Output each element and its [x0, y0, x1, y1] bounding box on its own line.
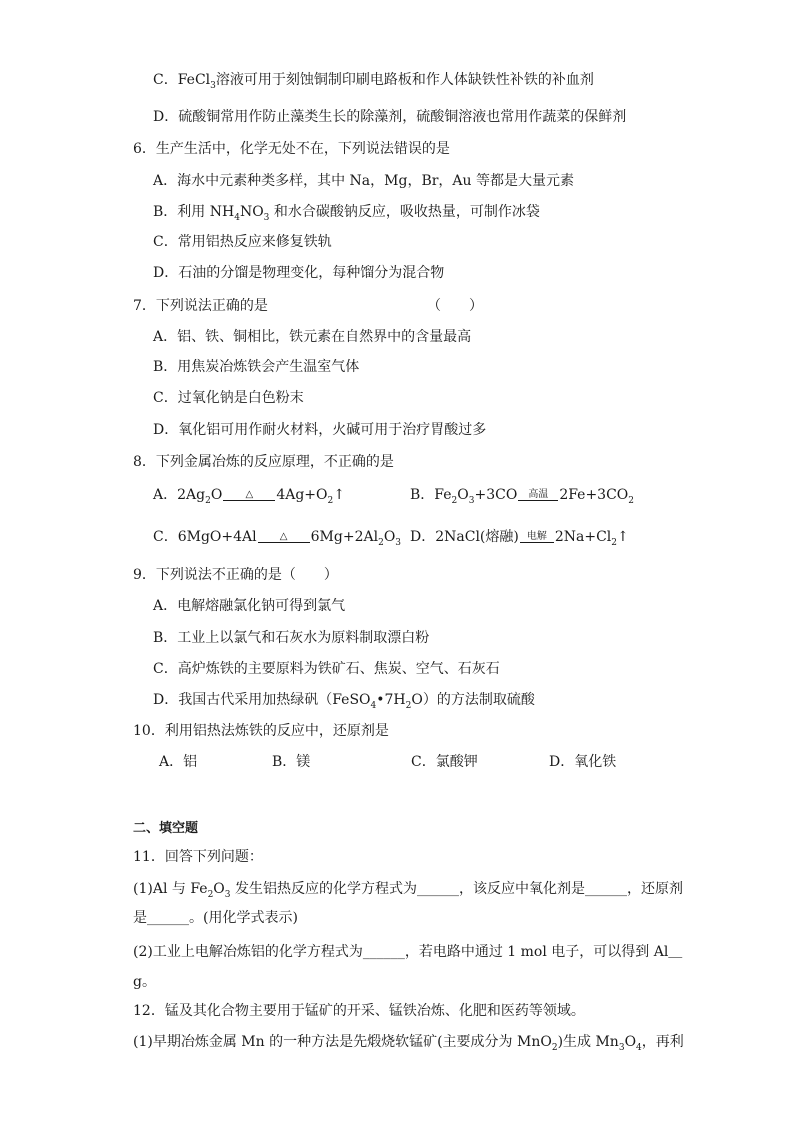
q11-part-1-cont: 是______。(用化学式表示) [133, 910, 298, 926]
q10-option-c[interactable]: C．氯酸钾 [411, 754, 478, 770]
q8-stem: 8．下列金属冶炼的反应原理，不正确的是 [133, 454, 394, 470]
q8-option-b[interactable]: B．$Fe_2O_3+3CO$ 高温 $2Fe+3CO_2$ [410, 487, 635, 506]
q6-option-a[interactable]: A．海水中元素种类多样，其中 Na，Mg，Br，Au 等都是大量元素 [153, 173, 575, 189]
q11-part-2-cont: g。 [133, 974, 156, 990]
q11-part-1: (1)Al 与 $Fe_2O_3$ 发生铝热反应的化学方程式为______，该反应中氧化剂是______，还原剂 [133, 881, 683, 900]
fecl3-formula: FeCl$_3$ [177, 72, 216, 91]
reaction-arrow: △ [258, 531, 310, 543]
q7-option-c[interactable]: C．过氧化钠是白色粉末 [153, 390, 304, 406]
reaction-arrow: △ [223, 489, 275, 501]
section-heading-fill-in: 二、填空题 [133, 821, 199, 836]
q12-stem: 12．锰及其化合物主要用于锰矿的开采、锰铁冶炼、化肥和医药等领域。 [133, 1003, 585, 1019]
q10-stem: 10．利用铝热法炼铁的反应中，还原剂是 [133, 723, 389, 739]
q11-stem: 11．回答下列问题： [133, 849, 263, 865]
q12-part-1: (1)早期冶炼金属 Mn 的一种方法是先煅烧软锰矿(主要成分为 MnO$_2$)生成 $Mn_3O_4$，再利 [133, 1034, 684, 1053]
q7-stem: 7．下列说法正确的是 [133, 298, 268, 314]
q6-stem: 6．生产生活中，化学无处不在，下列说法错误的是 [133, 141, 450, 157]
q8-option-a[interactable]: A．$2Ag_2O$ △ $4Ag+O_2↑$ [153, 487, 345, 506]
q6-option-d[interactable]: D．石油的分馏是物理变化，每种馏分为混合物 [153, 265, 445, 281]
q6-option-c[interactable]: C．常用铝热反应来修复铁轨 [153, 234, 332, 250]
q9-option-d[interactable]: D．我国古代采用加热绿矾$(FeSO_4•7H_2O)$的方法制取硫酸 [153, 692, 535, 711]
q9-option-b[interactable]: B．工业上以氯气和石灰水为原料制取漂白粉 [153, 630, 430, 646]
q10-option-d[interactable]: D．氧化铁 [549, 754, 617, 770]
q11-part-2: (2)工业上电解冶炼铝的化学方程式为______，若电路中通过 1 mol 电子，可以得到 Al＿ [133, 944, 683, 960]
q8-option-c[interactable]: C．6MgO+4Al △ $6Mg+2Al_2O_3$ [153, 529, 402, 548]
q10-option-b[interactable]: B．镁 [272, 754, 311, 770]
q7-option-a[interactable]: A．铝、铁、铜相比，铁元素在自然界中的含量最高 [153, 329, 472, 345]
reaction-arrow: 电解 [520, 531, 554, 543]
q8-option-d[interactable]: D．2NaCl(熔融) 电解 $2Na+Cl_2↑$ [410, 529, 629, 548]
q9-option-c[interactable]: C．高炉炼铁的主要原料为铁矿石、焦炭、空气、石灰石 [153, 661, 500, 677]
q7-answer-paren: （ ） [427, 298, 483, 314]
q9-option-a[interactable]: A．电解熔融氯化钠可得到氯气 [153, 598, 346, 614]
reaction-arrow: 高温 [518, 489, 558, 501]
q10-option-a[interactable]: A．铝 [159, 754, 198, 770]
q5-option-d[interactable]: D．硫酸铜常用作防止藻类生长的除藻剂，硫酸铜溶液也常用作蔬菜的保鲜剂 [153, 109, 627, 125]
q7-option-d[interactable]: D．氧化铝可用作耐火材料，火碱可用于治疗胃酸过多 [153, 422, 487, 438]
q5-option-c[interactable]: C．FeCl$_3$溶液可用于刻蚀铜制印刷电路板和作人体缺铁性补铁的补血剂 [153, 72, 594, 91]
q7-option-b[interactable]: B．用焦炭冶炼铁会产生温室气体 [153, 359, 360, 375]
q9-stem: 9．下列说法不正确的是（ ） [133, 567, 338, 583]
q6-option-b[interactable]: B．利用 $NH_4NO_3$ 和水合碳酸钠反应，吸收热量，可制作冰袋 [153, 204, 540, 223]
